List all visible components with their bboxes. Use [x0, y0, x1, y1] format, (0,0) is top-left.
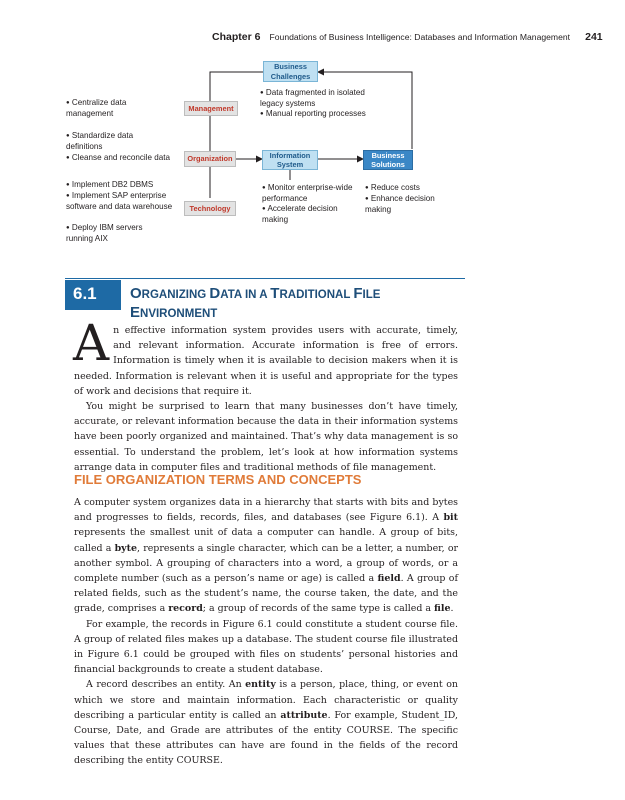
- drop-cap: A: [73, 314, 110, 372]
- intro-paragraph-2: You might be surprised to learn that many businesses don’t have timely, accurate, or relevant information because the data in their information systems have been poorly organized and maintained. That’s why data management is so essential. To understand the problem, let’s look at how information systems arrange data in computer files and traditional methods of file management.: [74, 401, 458, 473]
- term-attribute: attribute: [280, 709, 328, 721]
- organization-box: Organization: [184, 151, 236, 167]
- technology-bullet-1: ● Implement DB2 DBMS: [66, 180, 154, 189]
- bullet-icon: ●: [66, 182, 70, 188]
- term-field: field: [377, 573, 401, 585]
- section-number: 6.1: [65, 280, 121, 310]
- bullet-icon: ●: [66, 100, 70, 106]
- intro-text: [73, 314, 458, 475]
- section-rule: [65, 278, 465, 279]
- subsection-text: [74, 495, 458, 769]
- bullet-icon: ●: [66, 193, 70, 199]
- subsection-paragraph-3: A record describes an entity. An entity is a person, place, thing, or event on which we store and maintain information. Each characteristic or quality describing a particular entity is called an attribute. For example, Student_ID, Course, Date, and Grade are attributes of the entity COURSE. The specific values that these attributes can have are found in the fields of the record describing the entity COURSE.: [74, 679, 458, 767]
- system-bullet-1: ● Monitor enterprise-wide performance: [262, 183, 353, 203]
- solution-bullet-2: ● Enhance decision making: [365, 194, 435, 214]
- term-byte: byte: [114, 542, 138, 554]
- business-challenges-box: Business Challenges: [263, 61, 318, 82]
- bullet-icon: ●: [365, 185, 369, 191]
- technology-bullet-2: ● Implement SAP enterprise software and data warehouse: [66, 191, 173, 211]
- subsection-paragraph-2: For example, the records in Figure 6.1 could constitute a student course file. A group of related files makes up a database. The student course file illustrated in Figure 6.1 could be grouped with files on students’ personal histories and financial backgrounds to create a student database.: [74, 618, 458, 676]
- bullet-icon: ●: [66, 155, 70, 161]
- arrow-challenges-to-management: [210, 72, 263, 101]
- bullet-icon: ●: [262, 185, 266, 191]
- technology-bullet-3: ● Deploy IBM servers running AIX: [66, 223, 143, 243]
- intro-paragraph-1: An effective information system provides users with accurate, timely, and relevant information. Accurate information is free of errors. Information is timely when it is available to decision makers when it is needed. Information is relevant when it is useful and appropriate for the types of work and decisions that require it.: [73, 314, 458, 397]
- bullet-icon: ●: [66, 133, 70, 139]
- management-bullet-1: ● Centralize data management: [66, 98, 127, 118]
- term-entity: entity: [245, 679, 276, 691]
- chapter-title: Foundations of Business Intelligence: Databases and Information Management: [269, 32, 571, 42]
- case-diagram: [0, 0, 625, 260]
- challenge-bullet-1: ● Data fragmented in isolated legacy systems: [260, 88, 365, 108]
- organization-bullet-1: ● Standardize data definitions: [66, 131, 134, 151]
- information-system-box: Information System: [262, 150, 318, 170]
- bullet-icon: ●: [365, 196, 369, 202]
- technology-box: Technology: [184, 201, 236, 216]
- subsection-title: FILE ORGANIZATION TERMS AND CONCEPTS: [74, 472, 362, 487]
- organization-bullet-2: ● Cleanse and reconcile data: [66, 153, 170, 162]
- bullet-icon: ●: [66, 225, 70, 231]
- system-bullet-2: ● Accelerate decision making: [262, 204, 338, 224]
- bullet-icon: ●: [262, 206, 266, 212]
- page-number: 241: [585, 31, 603, 43]
- chapter-label: Chapter 6: [212, 31, 261, 43]
- challenge-bullet-2: ● Manual reporting processes: [260, 109, 366, 118]
- term-file: file: [434, 603, 451, 615]
- term-bit: bit: [443, 512, 458, 524]
- subsection-paragraph-1: A computer system organizes data in a hierarchy that starts with bits and bytes and progresses to fields, records, files, and databases (see Figure 6.1). A bit represents the smallest unit of data a computer can handle. A group of bits, called a byte, represents a single character, which can be a letter, a number, or another symbol. A grouping of characters into a word, a group of words, or a complete number (such as a person’s name or age) is called a field. A group of related fields, such as the student’s name, the course taken, the date, and the grade, comprises a record; a group of records of the same type is called a file.: [74, 497, 459, 615]
- bullet-icon: ●: [260, 111, 264, 117]
- solution-bullet-1: ● Reduce costs: [365, 183, 420, 192]
- term-record: record: [168, 603, 203, 615]
- section-title: ORGANIZING DATA IN A TRADITIONAL FILE ENVIRONMENT: [130, 285, 381, 321]
- business-solutions-box: Business Solutions: [363, 150, 413, 170]
- management-box: Management: [184, 101, 238, 116]
- bullet-icon: ●: [260, 90, 264, 96]
